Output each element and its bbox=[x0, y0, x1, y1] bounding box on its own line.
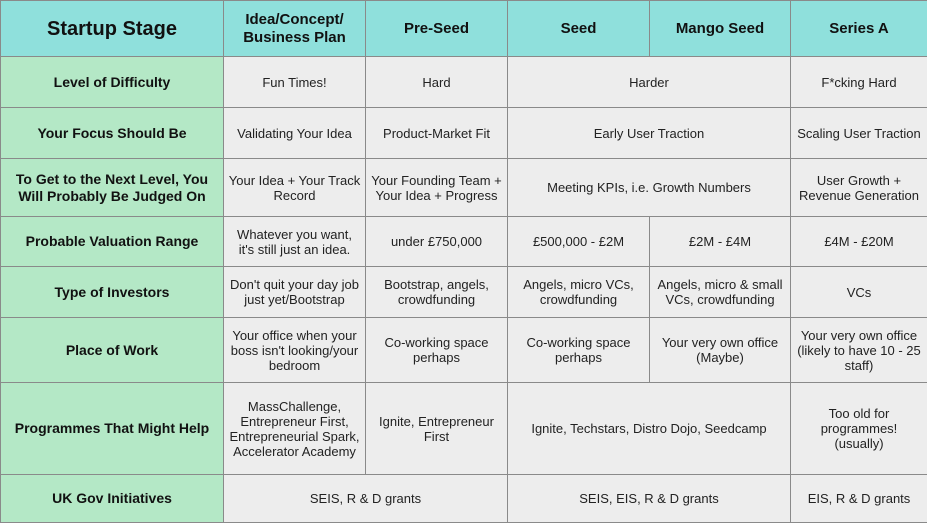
header-startup-stage: Startup Stage bbox=[1, 1, 224, 57]
cell-programmes-pre-seed: Ignite, Entrepreneur First bbox=[366, 383, 508, 475]
cell-valuation-idea: Whatever you want, it's still just an idea. bbox=[224, 217, 366, 267]
cell-judged-pre-seed: Your Founding Team + Your Idea + Progress bbox=[366, 159, 508, 217]
row-label-difficulty: Level of Difficulty bbox=[1, 57, 224, 108]
table-row bbox=[1, 217, 927, 267]
cell-work-pre-seed: Co-working space perhaps bbox=[366, 318, 508, 383]
cell-valuation-mango-seed: £2M - £4M bbox=[650, 217, 791, 267]
cell-judged-series-a: User Growth + Revenue Generation bbox=[791, 159, 927, 217]
cell-work-mango-seed: Your very own office (Maybe) bbox=[650, 318, 791, 383]
row-label-focus: Your Focus Should Be bbox=[1, 108, 224, 159]
cell-work-series-a: Your very own office (likely to have 10 - 25 staff) bbox=[791, 318, 927, 383]
row-label-valuation: Probable Valuation Range bbox=[1, 217, 224, 267]
cell-programmes-seed-mango: Ignite, Techstars, Distro Dojo, Seedcamp bbox=[508, 383, 791, 475]
cell-focus-idea: Validating Your Idea bbox=[224, 108, 366, 159]
row-label-investors: Type of Investors bbox=[1, 267, 224, 318]
cell-focus-pre-seed: Product-Market Fit bbox=[366, 108, 508, 159]
header-idea-concept: Idea/Concept/ Business Plan bbox=[224, 1, 366, 57]
cell-difficulty-idea: Fun Times! bbox=[224, 57, 366, 108]
header-mango-seed: Mango Seed bbox=[650, 1, 791, 57]
cell-investors-pre-seed: Bootstrap, angels, crowdfunding bbox=[366, 267, 508, 318]
cell-investors-seed: Angels, micro VCs, crowdfunding bbox=[508, 267, 650, 318]
row-label-place-of-work: Place of Work bbox=[1, 318, 224, 383]
cell-work-idea: Your office when your boss isn't looking/your bedroom bbox=[224, 318, 366, 383]
table-row bbox=[1, 475, 927, 523]
cell-investors-mango-seed: Angels, micro & small VCs, crowdfunding bbox=[650, 267, 791, 318]
cell-difficulty-series-a: F*cking Hard bbox=[791, 57, 927, 108]
cell-programmes-idea: MassChallenge, Entrepreneur First, Entrepreneurial Spark, Accelerator Academy bbox=[224, 383, 366, 475]
cell-judged-seed-mango: Meeting KPIs, i.e. Growth Numbers bbox=[508, 159, 791, 217]
cell-difficulty-pre-seed: Hard bbox=[366, 57, 508, 108]
cell-work-seed: Co-working space perhaps bbox=[508, 318, 650, 383]
table-row bbox=[1, 383, 927, 475]
table-row bbox=[1, 57, 927, 108]
cell-focus-series-a: Scaling User Traction bbox=[791, 108, 927, 159]
cell-investors-idea: Don't quit your day job just yet/Bootstrap bbox=[224, 267, 366, 318]
cell-gov-idea-pre-seed: SEIS, R & D grants bbox=[224, 475, 508, 523]
cell-valuation-pre-seed: under £750,000 bbox=[366, 217, 508, 267]
header-pre-seed: Pre-Seed bbox=[366, 1, 508, 57]
table-row bbox=[1, 108, 927, 159]
row-label-judged-on: To Get to the Next Level, You Will Probably Be Judged On bbox=[1, 159, 224, 217]
cell-valuation-series-a: £4M - £20M bbox=[791, 217, 927, 267]
cell-gov-seed-mango: SEIS, EIS, R & D grants bbox=[508, 475, 791, 523]
header-seed: Seed bbox=[508, 1, 650, 57]
cell-difficulty-seed-mango: Harder bbox=[508, 57, 791, 108]
row-label-uk-gov: UK Gov Initiatives bbox=[1, 475, 224, 523]
cell-judged-idea: Your Idea + Your Track Record bbox=[224, 159, 366, 217]
cell-valuation-seed: £500,000 - £2M bbox=[508, 217, 650, 267]
cell-focus-seed-mango: Early User Traction bbox=[508, 108, 791, 159]
header-row bbox=[1, 1, 927, 57]
cell-investors-series-a: VCs bbox=[791, 267, 927, 318]
cell-programmes-series-a: Too old for programmes! (usually) bbox=[791, 383, 927, 475]
table-row bbox=[1, 267, 927, 318]
cell-gov-series-a: EIS, R & D grants bbox=[791, 475, 927, 523]
table-row bbox=[1, 318, 927, 383]
table-row bbox=[1, 159, 927, 217]
header-series-a: Series A bbox=[791, 1, 927, 57]
row-label-programmes: Programmes That Might Help bbox=[1, 383, 224, 475]
